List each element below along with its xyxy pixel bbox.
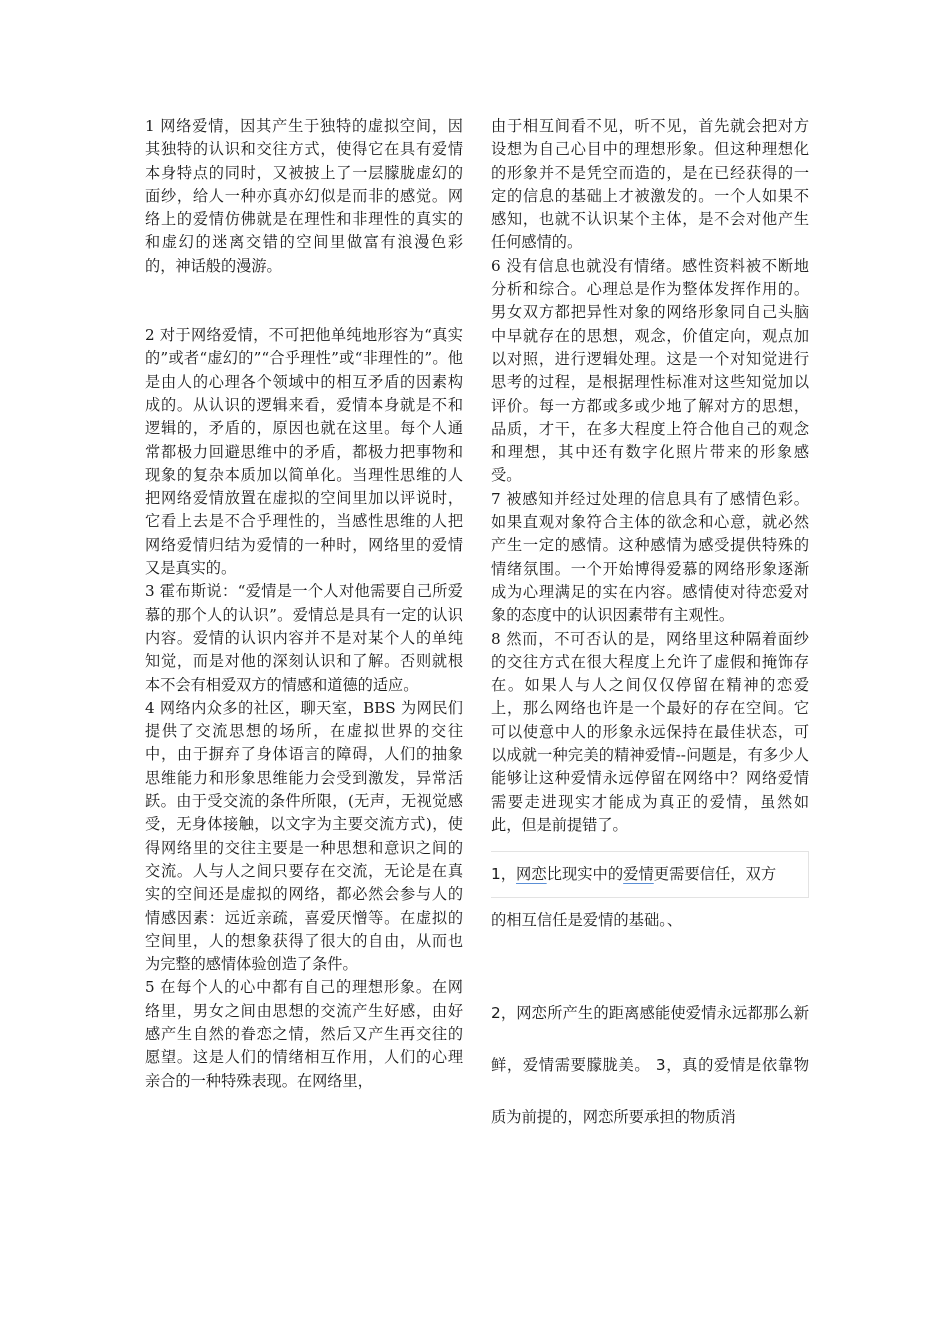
paragraph-2: 2 对于网络爱情，不可把他单纯地形容为“真实的”或者“虚幻的”“合乎理性”或“非理性的”。他是由人的心理各个领域中的相互矛盾的因素构成的。从认识的逻辑来看，爱情本身就是不和逻辑的，矛盾的，原因也就在这里。每个人通常都极力回避思维中的矛盾，都极力把事物和现象的复杂本质加以简单化。当理性思维的人把网络爱情放置在虚拟的空间里加以评说时，它看上去是不合乎理性的，当感性思维的人把网络爱情归结为爱情的一种时，网络里的爱情又是真实的。 [145, 326, 463, 578]
paragraph-7: 7 被感知并经过处理的信息具有了感情色彩。如果直观对象符合主体的欲念和心意，就必然产生一定的感情。这种感情为感受提供特殊的情绪氛围。一个开始博得爱慕的网络形象逐渐成为心理满足的实在内容。感情使对待恋爱对象的态度中的认识因素带有主观性。 [491, 489, 809, 625]
paragraph-3: 3 霍布斯说：“爱情是一个人对他需要自己所爱慕的那个人的认识”。爱情总是具有一定的认识内容。爱情的认识内容并不是对某个人的单纯知觉，而是对他的深刻认识和了解。否则就根本不会有相爱双方的情感和道德的适应。 [145, 582, 463, 694]
underlined-word-wanglian: 网恋 [516, 865, 547, 884]
paragraph-6: 6 没有信息也就没有情绪。感性资料被不断地分析和综合。心理总是作为整体发挥作用的。男女双方都把异性对象的网络形象同自己头脑中早就存在的思想，观念，价值定向，观点加以对照，进行逻辑处理。这是一个对知觉进行思考的过程，是根据理性标准对这些知觉加以评价。每一方都或多或少地了解对方的思想，品质，才干，在多大程度上符合他自己的观念和理想，其中还有数字化照片带来的形象感受。 [491, 256, 809, 485]
point-1-rest: 更需要信任，双方 [653, 865, 777, 884]
paragraph-4: 4 网络内众多的社区，聊天室，BBS 为网民们提供了交流思想的场所，在虚拟世界的交往中，由于摒弃了身体语言的障碍，人们的抽象思维能力和形象思维能力会受到激发，异常活跃。由于受交流的条件所限，(无声，无视觉感受，无身体接触，以文字为主要交流方式)，使得网络里的交往主要是一种思想和意识之间的交流。人与人之间只要存在交流，无论是在真实的空间还是虚拟的网络，都必然会参与人的情感因素：远近亲疏，喜爱厌憎等。在虚拟的空间里，人的想象获得了很大的自由，从而也为完整的感情体验创造了条件。 [145, 698, 463, 974]
paragraph-5: 5 在每个人的心中都有自己的理想形象。在网络里，男女之间由思想的交流产生好感，由好感产生自然的眷恋之情，然后又产生再交往的愿望。这是人们的情绪相互作用，人们的心理亲合的一种特殊表现。在网络里， [145, 978, 463, 1090]
paragraph-5-continued: 由于相互间看不见，听不见，首先就会把对方设想为自己心目中的理想形象。但这种理想化的形象并不是凭空而造的，是在已经获得的一定的信息的基础上才被激发的。一个人如果不感知，也就不认识某个主体，是不会对他产生任何感情的。 [491, 117, 809, 252]
spacer [491, 943, 809, 973]
point-2-3: 2，网恋所产生的距离感能使爱情永远都那么新鲜，爱情需要朦胧美。 3，真的爱情是依靠物质为前提的，网恋所要承担的物质消 [491, 1004, 809, 1127]
point-1-line-2: 的相互信任是爱情的基础。、 [491, 911, 683, 930]
point-1-line-1 [491, 852, 808, 897]
point-1-mid: 比现实中的 [546, 865, 624, 884]
underlined-word-aiqing: 爱情 [623, 865, 654, 884]
paragraph-8: 8 然而，不可否认的是，网络里这种隔着面纱的交往方式在很大程度上允许了虚假和掩饰存在。如果人与人之间仅仅停留在精神的恋爱上，那么网络也许是一个最好的存在空间。它可以使意中人的形象永远保持在最佳状态，可以成就一种完美的精神爱情--问题是，有多少人能够让这种爱情永远停留在网络中？网络爱情需要走进现实才能成为真正的爱情，虽然如此，但是前提错了。 [491, 629, 809, 834]
paragraph-1: 1 网络爱情，因其产生于独特的虚拟空间，因其独特的认识和交往方式，使得它在具有爱情本身特点的同时，又被披上了一层朦胧虚幻的面纱，给人一种亦真亦幻似是而非的感觉。网络上的爱情仿佛就是在理性和非理性的真实的和虚幻的迷离交错的空间里做富有浪漫色彩的，神话般的漫游。 [145, 117, 463, 275]
left-column [145, 115, 463, 1093]
highlight-box [491, 851, 809, 898]
blank-line [145, 301, 463, 324]
blank-line [145, 278, 463, 301]
right-column [491, 115, 809, 1143]
point-1-prefix: 1， [491, 865, 517, 884]
